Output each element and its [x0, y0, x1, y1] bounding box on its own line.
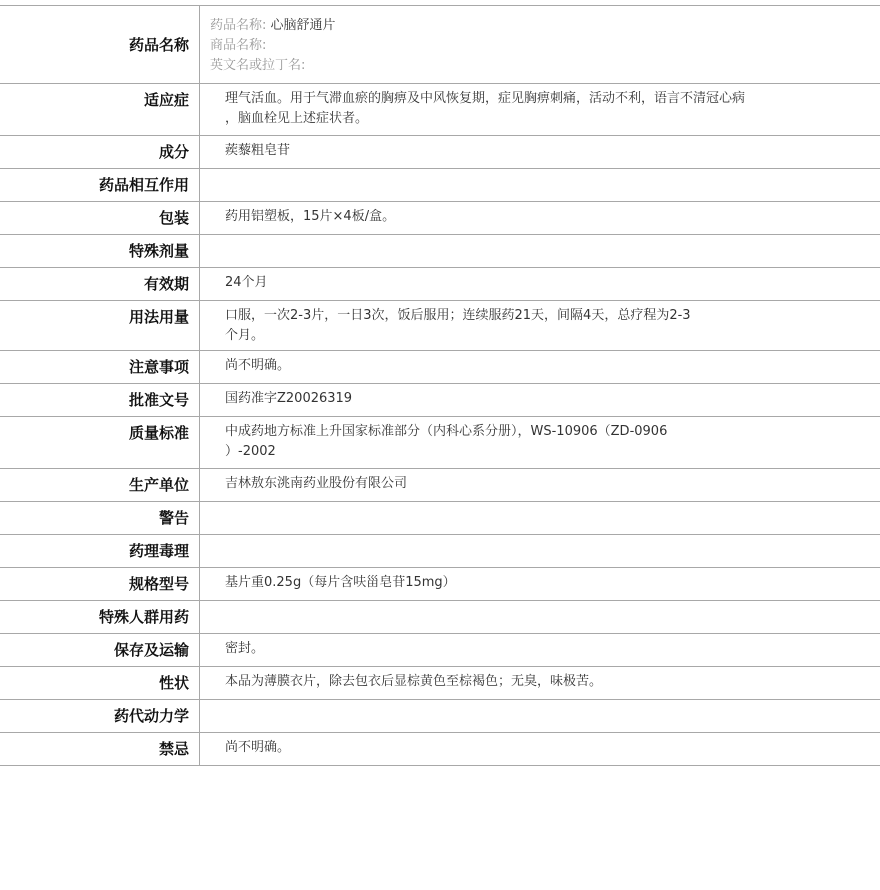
row-label: 特殊人群用药: [0, 601, 200, 633]
row-label: 警告: [0, 502, 200, 534]
row-value: 国药准字Z20026319: [225, 391, 353, 406]
row-value: 蒺藜粗皂苷: [225, 143, 291, 158]
row-label: 注意事项: [0, 351, 200, 383]
row-value: 密封。: [225, 641, 265, 656]
row-value: [200, 84, 880, 135]
row-approval: [0, 384, 880, 417]
row-label: 生产单位: [0, 469, 200, 501]
row-interactions: [0, 169, 880, 202]
row-manufacturer: [0, 469, 880, 502]
row-value: 尚不明确。: [225, 358, 291, 373]
row-value: [200, 169, 880, 201]
row-drug-names: [0, 6, 880, 84]
row-ingredients: [0, 136, 880, 169]
row-label: 特殊剂量: [0, 235, 200, 267]
row-validity: [0, 268, 880, 301]
row-warning: [0, 502, 880, 535]
row-value: [200, 601, 880, 633]
row-value: [200, 535, 880, 567]
row-value: 本品为薄膜衣片，除去包衣后显棕黄色至棕褐色；无臭，味极苦。: [225, 674, 603, 689]
row-precautions: [0, 351, 880, 384]
row-quality: [0, 417, 880, 469]
drug-info-table: [0, 5, 880, 766]
generic-name-label: 药品名称:: [210, 18, 267, 33]
row-label: 药代动力学: [0, 700, 200, 732]
drug-names-value: [200, 6, 880, 83]
row-packaging: [0, 202, 880, 235]
row-label: 性状: [0, 667, 200, 699]
row-value: 吉林敖东洮南药业股份有限公司: [225, 476, 408, 491]
row-value: 尚不明确。: [225, 740, 291, 755]
value-line: 理气活血。用于气滞血瘀的胸痹及中风恢复期，症见胸痹刺痛，活动不利，语言不清冠心病: [225, 91, 746, 106]
value-line: ，脑血栓见上述症状者。: [225, 111, 369, 126]
row-label: 药理毒理: [0, 535, 200, 567]
row-label: 药品相互作用: [0, 169, 200, 201]
row-usage: [0, 301, 880, 351]
row-appearance: [0, 667, 880, 700]
row-label: 质量标准: [0, 417, 200, 468]
row-label: 适应症: [0, 84, 200, 135]
row-specification: [0, 568, 880, 601]
value-line: ）-2002: [225, 444, 276, 459]
generic-name-line: [210, 16, 880, 36]
row-value: 基片重0.25g（每片含呋甾皂苷15mg）: [225, 575, 456, 590]
row-storage: [0, 634, 880, 667]
row-special-dosage: [0, 235, 880, 268]
row-value: 24个月: [225, 275, 268, 290]
row-label: 药品名称: [0, 6, 200, 83]
row-special-groups: [0, 601, 880, 634]
value-line: 个月。: [225, 328, 265, 343]
row-indications: [0, 84, 880, 136]
row-label: 禁忌: [0, 733, 200, 765]
row-label: 规格型号: [0, 568, 200, 600]
row-label: 用法用量: [0, 301, 200, 350]
row-value: [200, 417, 880, 468]
latin-name-label: 英文名或拉丁名:: [210, 58, 306, 73]
row-label: 有效期: [0, 268, 200, 300]
value-line: 口服，一次2-3片，一日3次，饭后服用；连续服药21天，间隔4天，总疗程为2-3: [225, 308, 691, 323]
row-value: [200, 700, 880, 732]
row-value: [200, 502, 880, 534]
row-value: [200, 235, 880, 267]
row-label: 成分: [0, 136, 200, 168]
row-label: 批准文号: [0, 384, 200, 416]
generic-name-value: 心脑舒通片: [270, 18, 336, 33]
row-value: [200, 301, 880, 350]
trade-name-line: [210, 36, 880, 56]
trade-name-label: 商品名称:: [210, 38, 267, 53]
row-pharmacokinetics: [0, 700, 880, 733]
row-contraindications: [0, 733, 880, 766]
row-value: 药用铝塑板，15片×4板/盒。: [225, 209, 396, 224]
row-pharmacology: [0, 535, 880, 568]
row-label: 保存及运输: [0, 634, 200, 666]
value-line: 中成药地方标准上升国家标准部分（内科心系分册），WS-10906（ZD-0906: [225, 424, 668, 439]
latin-name-line: [210, 56, 880, 76]
row-label: 包装: [0, 202, 200, 234]
